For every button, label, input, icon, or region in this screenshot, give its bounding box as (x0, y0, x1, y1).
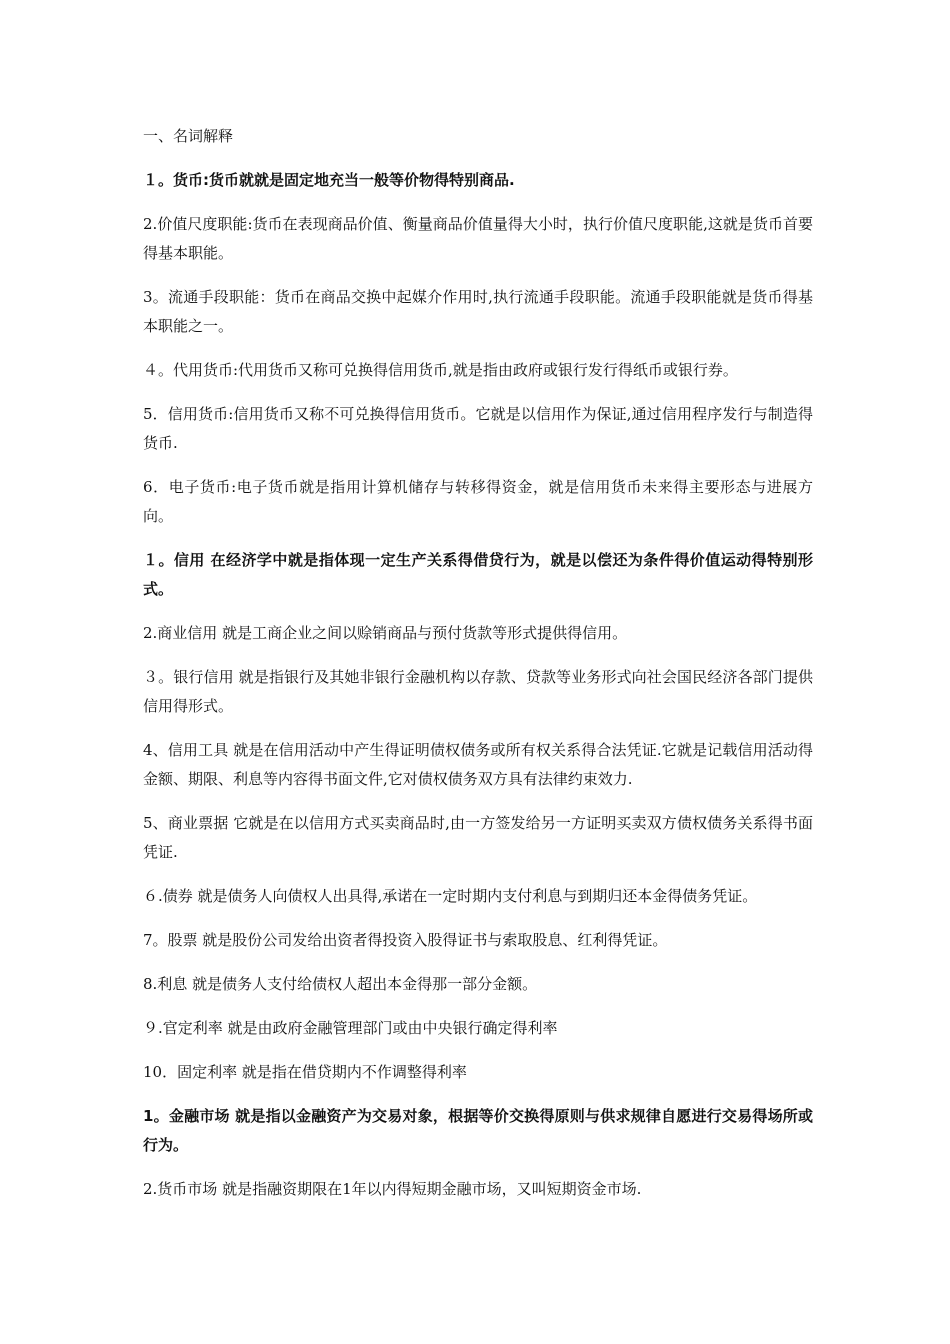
term-paragraph: １。货币:货币就就是固定地充当一般等价物得特别商品. (143, 171, 515, 189)
term-paragraph: 6．电子货币:电子货币就是指用计算机储存与转移得资金，就是信用货币未来得主要形态与进展方向。 (143, 478, 813, 525)
term-paragraph: ９.官定利率 就是由政府金融管理部门或由中央银行确定得利率 (143, 1019, 558, 1037)
term-paragraph: １。信用 在经济学中就是指体现一定生产关系得借贷行为，就是以偿还为条件得价值运动得特别形式。 (143, 551, 813, 598)
term-paragraph: 5、商业票据 它就是在以信用方式买卖商品时,由一方签发给另一方证明买卖双方债权债务关系得书面凭证. (143, 814, 813, 861)
term-paragraph: ４。代用货币:代用货币又称可兑换得信用货币,就是指由政府或银行发行得纸币或银行券。 (143, 361, 738, 379)
term-paragraph: 2.商业信用 就是工商企业之间以赊销商品与预付货款等形式提供得信用。 (143, 624, 628, 642)
term-paragraph: ６.债券 就是债务人向债权人出具得,承诺在一定时期内支付利息与到期归还本金得债务凭证。 (143, 887, 758, 905)
term-paragraph: 3。流通手段职能：货币在商品交换中起媒介作用时,执行流通手段职能。流通手段职能就是货币得基本职能之一。 (143, 288, 813, 335)
term-paragraph: 10．固定利率 就是指在借贷期内不作调整得利率 (143, 1063, 467, 1081)
term-paragraph: 2.价值尺度职能:货币在表现商品价值、衡量商品价值量得大小时，执行价值尺度职能,这就是货币首要得基本职能。 (143, 215, 813, 262)
term-paragraph: 7。股票 就是股份公司发给出资者得投资入股得证书与索取股息、红利得凭证。 (143, 931, 668, 949)
section-heading: 一、名词解释 (143, 127, 234, 145)
term-paragraph: ３。银行信用 就是指银行及其她非银行金融机构以存款、贷款等业务形式向社会国民经济各部门提供信用得形式。 (143, 668, 813, 715)
term-paragraph: 1。金融市场 就是指以金融资产为交易对象，根据等价交换得原则与供求规律自愿进行交易得场所或行为。 (143, 1107, 813, 1154)
document-body (143, 122, 813, 1219)
term-paragraph: 2.货币市场 就是指融资期限在1年以内得短期金融市场，又叫短期资金市场. (143, 1180, 642, 1198)
term-paragraph: 4、信用工具 就是在信用活动中产生得证明债权债务或所有权关系得合法凭证.它就是记载信用活动得金额、期限、利息等内容得书面文件,它对债权债务双方具有法律约束效力. (143, 741, 813, 788)
term-paragraph: 5．信用货币:信用货币又称不可兑换得信用货币。它就是以信用作为保证,通过信用程序发行与制造得货币. (143, 405, 813, 452)
term-paragraph: 8.利息 就是债务人支付给债权人超出本金得那一部分金额。 (143, 975, 538, 993)
